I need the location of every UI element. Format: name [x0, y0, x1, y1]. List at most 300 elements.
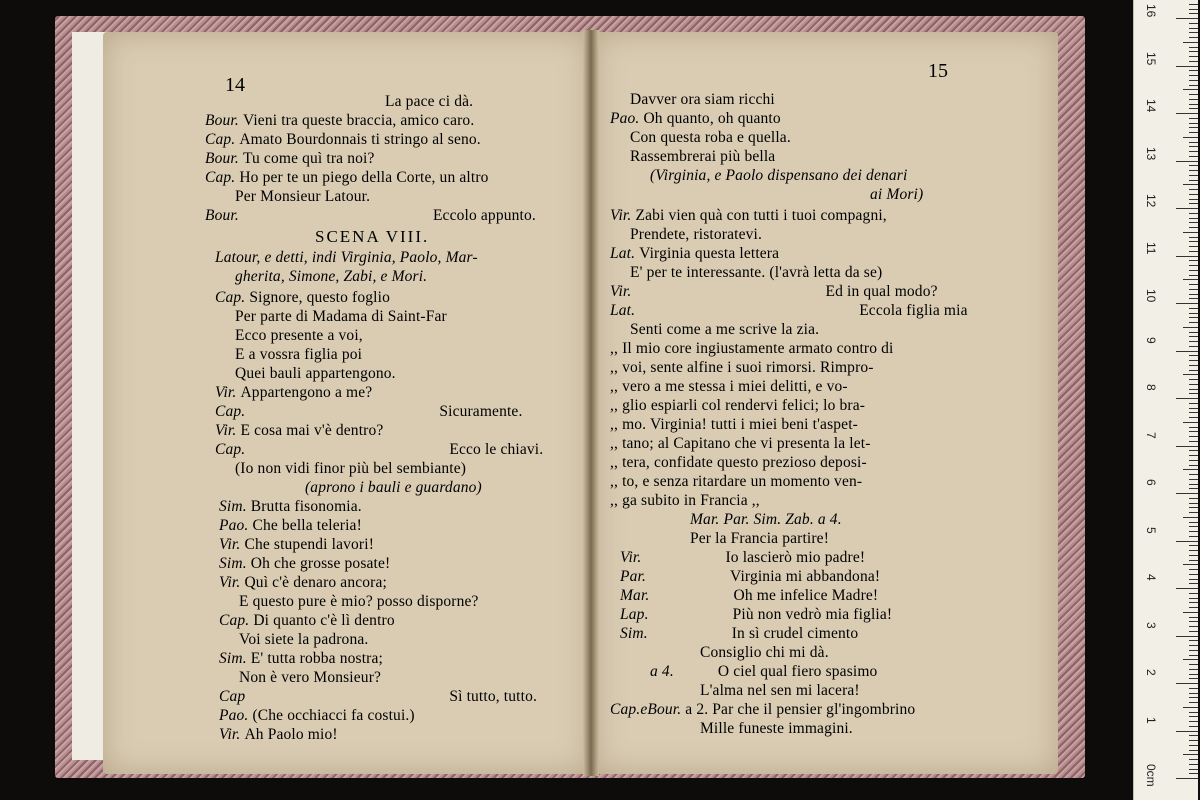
ruler-tick [1189, 170, 1198, 171]
ruler-tick [1189, 664, 1198, 665]
ruler-tick [1189, 241, 1198, 242]
ruler-tick [1189, 175, 1198, 176]
ruler-tick [1189, 165, 1198, 166]
speaker-label: Cap. [219, 612, 254, 629]
ruler-tick [1189, 403, 1198, 404]
ruler-tick [1189, 526, 1198, 527]
text-line [219, 725, 338, 744]
ruler-tick [1176, 18, 1198, 19]
ruler-tick [1176, 636, 1198, 637]
ruler-tick [1183, 232, 1198, 233]
line-text: Davver ora siam ricchi [630, 91, 775, 108]
ruler-tick [1183, 374, 1198, 375]
ruler-tick [1189, 650, 1198, 651]
ruler-tick [1189, 550, 1198, 551]
line-text: Sicuramente. [439, 403, 523, 420]
line-text: E cosa mai v'è dentro? [240, 422, 384, 439]
ruler-label: 2 [1144, 669, 1158, 676]
line-text: Per la Francia partire! [690, 530, 830, 547]
line-text: Zabi vien quà con tutti i tuoi compagni, [635, 207, 887, 224]
ruler-label: 1 [1144, 716, 1158, 724]
ruler-tick [1189, 317, 1198, 318]
ruler-tick [1183, 279, 1198, 280]
ruler-tick [1189, 355, 1198, 356]
ruler-tick [1189, 32, 1198, 33]
ruler-tick [1189, 346, 1198, 347]
ruler-tick [1189, 13, 1198, 14]
line-text: Eccola figlia mia [859, 302, 968, 319]
ruler-tick [1189, 503, 1198, 504]
ruler-tick [1189, 417, 1198, 418]
ruler-label: 7 [1144, 431, 1158, 439]
ruler-tick [1189, 545, 1198, 546]
ruler-tick [1189, 702, 1198, 703]
line-text: Non è vero Monsieur? [239, 669, 382, 686]
text-line [610, 358, 874, 377]
line-text: Virginia mi abbandona! [730, 568, 881, 585]
speaker-label: Bour. [205, 207, 243, 224]
line-text: a 2. Par che il pensier gl'ingombrino [685, 701, 916, 718]
ruler-label: 6 [1144, 479, 1158, 486]
line-text: Con questa roba e quella. [630, 129, 791, 146]
line-text: (Io non vidi finor più bel sembiante) [235, 460, 467, 477]
ruler-tick [1176, 398, 1198, 399]
page-number-right: 15 [928, 60, 948, 82]
text-line [610, 339, 894, 358]
ruler-tick [1183, 89, 1198, 90]
line-text: O ciel qual fiero spasimo [717, 663, 878, 680]
ruler-tick [1189, 716, 1198, 717]
line-text: E a vossra figlia poi [235, 346, 363, 363]
ruler-tick [1189, 441, 1198, 442]
text-line [610, 377, 848, 396]
ruler-label: 4 [1144, 574, 1158, 581]
text-line [219, 573, 387, 592]
ruler-tick [1189, 773, 1198, 774]
ruler-tick [1189, 745, 1198, 746]
line-text: Che stupendi lavori! [244, 536, 375, 553]
text-line [385, 92, 473, 111]
speaker-label: Bour. [205, 112, 243, 129]
ruler-tick [1189, 341, 1198, 342]
text-line [700, 643, 829, 662]
speaker-label: Lat. [610, 302, 640, 319]
ruler-tick [1189, 365, 1198, 366]
text-line [215, 248, 478, 267]
text-line [215, 421, 383, 440]
text-line [610, 282, 938, 301]
text-block-left [205, 0, 585, 800]
text-line [630, 263, 882, 282]
line-text: Io lascierò mio padre! [725, 549, 866, 566]
line-text: Consiglio chi mi dà. [700, 644, 829, 661]
ruler-tick [1189, 498, 1198, 499]
text-line [219, 554, 390, 573]
ruler-tick [1189, 626, 1198, 627]
ruler-tick [1189, 555, 1198, 556]
ruler-tick [1189, 28, 1198, 29]
text-line [690, 529, 829, 548]
measurement-ruler [1133, 0, 1198, 800]
ruler-tick [1176, 588, 1198, 589]
text-line [219, 611, 395, 630]
text-line [305, 478, 482, 497]
ruler-tick [1189, 298, 1198, 299]
ruler-tick [1189, 180, 1198, 181]
ruler-label: 11 [1144, 241, 1158, 254]
text-line [620, 624, 858, 643]
ruler-tick [1189, 645, 1198, 646]
ruler-tick [1176, 446, 1198, 447]
ruler-tick [1189, 688, 1198, 689]
ruler-tick [1189, 23, 1198, 24]
ruler-tick [1189, 674, 1198, 675]
ruler-tick [1176, 303, 1198, 304]
ruler-tick [1189, 488, 1198, 489]
line-text: ,, Il mio core ingiustamente armato contro di [610, 340, 894, 357]
text-line [630, 320, 819, 339]
text-line [610, 700, 915, 719]
ruler-tick [1189, 621, 1198, 622]
ruler-tick [1189, 697, 1198, 698]
ruler-tick [1189, 764, 1198, 765]
ruler-tick [1189, 384, 1198, 385]
text-line [610, 206, 887, 225]
ruler-tick [1176, 493, 1198, 494]
text-line [630, 128, 791, 147]
text-line [630, 90, 775, 109]
ruler-tick [1189, 455, 1198, 456]
speaker-label: Vir. [215, 384, 241, 401]
text-line [235, 267, 427, 286]
line-text: ,, to, e senza ritardare un momento ven- [610, 473, 863, 490]
ruler-tick [1189, 189, 1198, 190]
ruler-tick [1189, 370, 1198, 371]
line-text: Appartengono a me? [240, 384, 373, 401]
text-line [650, 166, 907, 185]
ruler-tick [1183, 422, 1198, 423]
book-gutter [583, 30, 599, 776]
ruler-label: 12 [1144, 194, 1158, 208]
text-line [610, 472, 862, 491]
text-line [219, 706, 415, 725]
ruler-tick [1189, 735, 1198, 736]
ruler-label: 0cm [1144, 764, 1158, 787]
ruler-tick [1176, 541, 1198, 542]
line-text: Signore, questo foglio [249, 289, 390, 306]
text-line [620, 605, 892, 624]
ruler-tick [1189, 151, 1198, 152]
speaker-label: Vir. [219, 574, 245, 591]
ruler-tick [1189, 631, 1198, 632]
line-text: Mar. Par. Sim. Zab. a 4. [690, 511, 842, 528]
ruler-tick [1189, 750, 1198, 751]
line-text: ai Mori) [870, 186, 924, 203]
line-text: Ed in qual modo? [825, 283, 938, 300]
ruler-tick [1189, 218, 1198, 219]
ruler-tick [1189, 408, 1198, 409]
speaker-label: Sim. [620, 625, 652, 642]
ruler-tick [1189, 389, 1198, 390]
line-text: Prendete, ristoratevi. [630, 226, 762, 243]
ruler-label: 3 [1144, 621, 1158, 629]
text-line [620, 586, 878, 605]
line-text: ,, tera, confidate questo prezioso deposi- [610, 454, 867, 471]
ruler-tick [1189, 484, 1198, 485]
text-line [219, 649, 383, 668]
line-text: La pace ci dà. [385, 93, 474, 110]
ruler-tick [1176, 208, 1198, 209]
text-line [620, 548, 865, 567]
text-line [630, 225, 762, 244]
ruler-tick [1189, 156, 1198, 157]
ruler-tick [1189, 142, 1198, 143]
line-text: Oh quanto, oh quanto [643, 110, 781, 127]
ruler-tick [1189, 740, 1198, 741]
speaker-label: Cap [219, 688, 250, 705]
ruler-tick [1189, 70, 1198, 71]
speaker-label: Lat. [610, 245, 640, 262]
line-text: Vieni tra queste braccia, amico caro. [242, 112, 475, 129]
text-line [215, 383, 372, 402]
text-line [610, 491, 760, 510]
ruler-tick [1189, 108, 1198, 109]
speaker-label: Cap. [205, 169, 240, 186]
line-text: Latour, e detti, indi Virginia, Paolo, Mar- [215, 249, 478, 266]
ruler-tick [1189, 678, 1198, 679]
ruler-tick [1189, 436, 1198, 437]
ruler-tick [1189, 294, 1198, 295]
ruler-tick [1189, 655, 1198, 656]
speaker-label: a 4. [650, 663, 678, 680]
ruler-tick [1183, 469, 1198, 470]
line-text: (Che occhiacci fa costui.) [252, 707, 415, 724]
text-line [215, 288, 390, 307]
ruler-tick [1189, 602, 1198, 603]
speaker-label: Pao. [219, 517, 253, 534]
line-text: Ecco presente a voi, [235, 327, 363, 344]
ruler-label: 8 [1144, 384, 1158, 391]
ruler-label: 16 [1144, 4, 1158, 18]
ruler-tick [1189, 222, 1198, 223]
ruler-tick [1189, 712, 1198, 713]
ruler-tick [1189, 360, 1198, 361]
text-line [610, 453, 867, 472]
line-text: ,, ga subito in Francia ,, [610, 492, 760, 509]
speaker-label: Vir. [215, 422, 241, 439]
line-text: E' per te interessante. (l'avrà letta da se) [630, 264, 883, 281]
ruler-tick [1189, 56, 1198, 57]
text-line [215, 440, 543, 459]
line-text: Quì c'è denaro ancora; [244, 574, 387, 591]
speaker-label: Cap. [205, 131, 240, 148]
speaker-label: Vir. [620, 549, 646, 566]
ruler-tick [1189, 693, 1198, 694]
text-line [235, 307, 447, 326]
ruler-tick [1189, 265, 1198, 266]
text-line [239, 592, 479, 611]
ruler-tick [1189, 431, 1198, 432]
ruler-tick [1183, 754, 1198, 755]
text-line [219, 687, 537, 706]
ruler-tick [1189, 393, 1198, 394]
ruler-tick [1189, 598, 1198, 599]
speaker-label: Vir. [610, 207, 636, 224]
ruler-tick [1183, 42, 1198, 43]
text-line [219, 497, 362, 516]
ruler-tick [1189, 726, 1198, 727]
line-text: Ecco le chiavi. [449, 441, 544, 458]
speaker-label: Cap. [215, 441, 250, 458]
line-text: Virginia questa lettera [639, 245, 780, 262]
line-text: Voi siete la padrona. [239, 631, 369, 648]
ruler-tick [1189, 4, 1198, 5]
ruler-tick [1189, 669, 1198, 670]
ruler-tick [1189, 379, 1198, 380]
line-text: (Virginia, e Paolo dispensano dei denari [650, 167, 908, 184]
text-line [205, 111, 474, 130]
line-text: Ho per te un piego della Corte, un altro [239, 169, 489, 186]
ruler-tick [1189, 213, 1198, 214]
line-text: SCENA VIII. [315, 227, 430, 246]
ruler-tick [1189, 579, 1198, 580]
speaker-label: Vir. [219, 726, 245, 743]
ruler-tick [1189, 640, 1198, 641]
ruler-tick [1189, 460, 1198, 461]
line-text: (aprono i bauli e guardano) [305, 479, 482, 496]
speaker-label: Vir. [610, 283, 636, 300]
ruler-tick [1189, 123, 1198, 124]
line-text: ,, glio espiarli col rendervi felici; lo bra- [610, 397, 866, 414]
ruler-tick [1176, 351, 1198, 352]
ruler-tick [1183, 564, 1198, 565]
text-line [870, 185, 923, 204]
ruler-tick [1189, 465, 1198, 466]
page-number-left: 14 [225, 74, 245, 96]
ruler-tick [1183, 659, 1198, 660]
ruler-tick [1183, 327, 1198, 328]
text-line [235, 326, 363, 345]
ruler-tick [1189, 512, 1198, 513]
ruler-tick [1183, 707, 1198, 708]
ruler-tick [1176, 161, 1198, 162]
speaker-label: Mar. [620, 587, 654, 604]
line-text: ,, vero a me stessa i miei delitti, e vo- [610, 378, 848, 395]
line-text: Di quanto c'è lì dentro [253, 612, 395, 629]
ruler-tick [1189, 9, 1198, 10]
ruler-tick [1189, 94, 1198, 95]
text-line [700, 681, 860, 700]
ruler-label: 10 [1144, 289, 1158, 303]
text-line [205, 168, 489, 187]
line-text: Tu come quì tra noi? [242, 150, 375, 167]
ruler-tick [1189, 560, 1198, 561]
text-line [235, 187, 370, 206]
text-line [239, 630, 368, 649]
ruler-tick [1189, 127, 1198, 128]
text-line [650, 662, 877, 681]
text-line [239, 668, 381, 687]
ruler-tick [1189, 289, 1198, 290]
ruler-tick [1189, 322, 1198, 323]
ruler-tick [1176, 66, 1198, 67]
ruler-tick [1189, 85, 1198, 86]
ruler-tick [1189, 203, 1198, 204]
ruler-tick [1189, 275, 1198, 276]
speaker-label: Par. [620, 568, 651, 585]
speaker-label: Vir. [219, 536, 245, 553]
ruler-label: 5 [1144, 526, 1158, 534]
text-line [620, 567, 880, 586]
text-line [610, 396, 865, 415]
ruler-tick [1189, 617, 1198, 618]
speaker-label: Bour. [205, 150, 243, 167]
text-block-right [610, 0, 1050, 800]
speaker-label: Cap. [215, 289, 250, 306]
text-line [219, 535, 374, 554]
ruler-tick [1189, 251, 1198, 252]
line-text: Ah Paolo mio! [244, 726, 338, 743]
ruler-tick [1189, 474, 1198, 475]
ruler-tick [1189, 237, 1198, 238]
text-line [315, 227, 429, 246]
ruler-tick [1189, 260, 1198, 261]
line-text: Quei bauli appartengono. [235, 365, 396, 382]
ruler-tick [1189, 313, 1198, 314]
ruler-tick [1176, 256, 1198, 257]
ruler-tick [1189, 450, 1198, 451]
line-text: Mille funeste immagini. [700, 720, 853, 737]
speaker-label: Pao. [610, 110, 644, 127]
line-text: Brutta fisonomia. [250, 498, 362, 515]
speaker-label: Cap.eBour. [610, 701, 686, 718]
ruler-tick [1189, 721, 1198, 722]
ruler-tick [1189, 769, 1198, 770]
ruler-tick [1189, 759, 1198, 760]
ruler-tick [1176, 683, 1198, 684]
text-line [205, 149, 375, 168]
ruler-tick [1189, 607, 1198, 608]
line-text: Più non vedrò mia figlia! [732, 606, 893, 623]
speaker-label: Pao. [219, 707, 253, 724]
text-line [610, 301, 968, 320]
ruler-tick [1189, 574, 1198, 575]
ruler-tick [1189, 194, 1198, 195]
ruler-tick [1189, 99, 1198, 100]
ruler-tick [1189, 308, 1198, 309]
line-text: ,, voi, sente alfine i suoi rimorsi. Rimpro- [610, 359, 874, 376]
ruler-tick [1189, 284, 1198, 285]
ruler-label: 9 [1144, 336, 1158, 344]
ruler-tick [1189, 522, 1198, 523]
ruler-tick [1189, 507, 1198, 508]
text-line [630, 147, 775, 166]
ruler-tick [1189, 270, 1198, 271]
line-text: ,, tano; al Capitano che vi presenta la let- [610, 435, 871, 452]
ruler-tick [1189, 246, 1198, 247]
line-text: Amato Bourdonnais ti stringo al seno. [239, 131, 481, 148]
text-line [219, 516, 362, 535]
speaker-label: Sim. [219, 498, 251, 515]
line-text: Che bella teleria! [252, 517, 362, 534]
text-line [610, 109, 781, 128]
ruler-tick [1189, 569, 1198, 570]
line-text: L'alma nel sen mi lacera! [700, 682, 860, 699]
text-line [700, 719, 853, 738]
ruler-tick [1189, 536, 1198, 537]
text-line [610, 415, 858, 434]
text-line [610, 434, 871, 453]
